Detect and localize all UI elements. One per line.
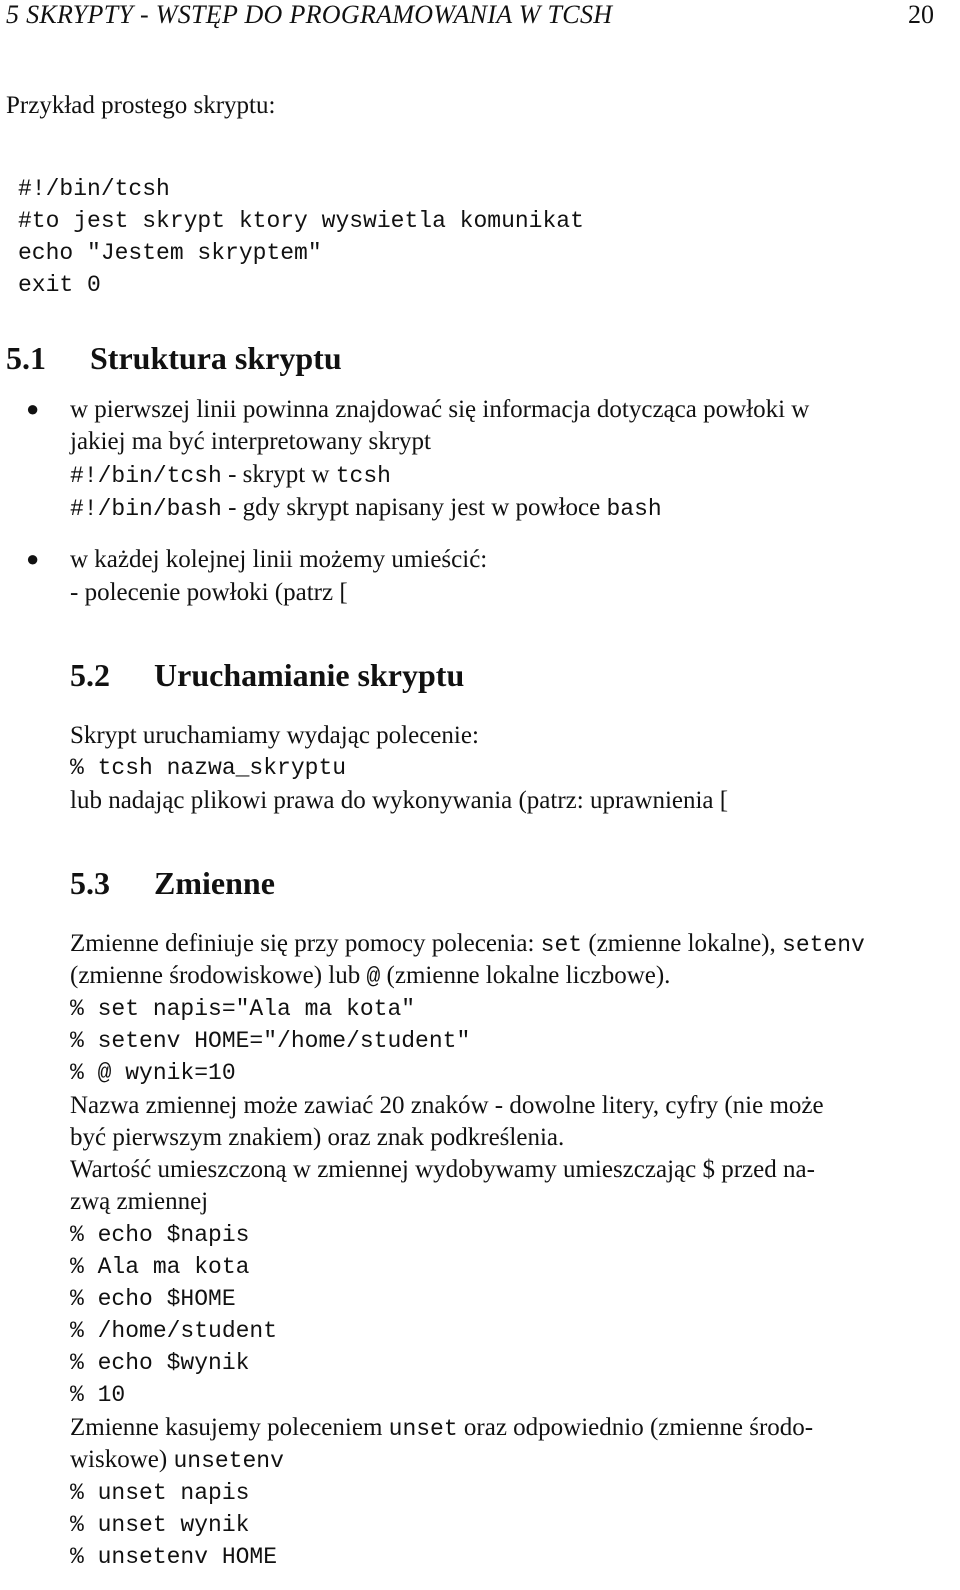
text-run: (zmienne środowiskowe) lub (70, 962, 367, 989)
command-line: % Ala ma kota (70, 1254, 250, 1280)
code-inline: tcsh (335, 463, 391, 489)
intro-code-line: exit 0 (18, 272, 101, 298)
bullet-icon: ● (26, 546, 40, 571)
command-line: % /home/student (70, 1318, 278, 1344)
bullet-text: - polecenie powłoki (patrz [ (70, 579, 348, 606)
paragraph (70, 1446, 284, 1474)
paragraph: Wartość umieszczoną w zmiennej wydobywamy umieszczając $ przed na- (70, 1156, 815, 1183)
code-inline: unsetenv (173, 1448, 284, 1474)
section-title: Struktura skryptu (90, 340, 342, 376)
text-run: wiskowe) (70, 1446, 174, 1473)
paragraph: zwą zmiennej (70, 1188, 209, 1215)
running-head: 5 SKRYPTY - WSTĘP DO PROGRAMOWANIA W TCSH (6, 0, 613, 29)
section-number: 5.3 (70, 865, 110, 901)
code-inline: #!/bin/bash (70, 496, 222, 522)
paragraph: być pierwszym znakiem) oraz znak podkreślenia. (70, 1124, 565, 1151)
bullet-text: w pierwszej linii powinna znajdować się informacja dotycząca powłoki w (70, 396, 810, 423)
code-inline: bash (606, 496, 662, 522)
text-run: Zmienne definiuje się przy pomocy polecenia: (70, 930, 541, 957)
command-line: % echo $napis (70, 1222, 250, 1248)
paragraph: Nazwa zmiennej może zawiać 20 znaków - dowolne litery, cyfry (nie może (70, 1092, 824, 1119)
command-line: % tcsh nazwa_skryptu (70, 755, 347, 781)
paragraph (70, 1414, 813, 1442)
intro-text: Przykład prostego skryptu: (6, 92, 276, 119)
command-line: % unset wynik (70, 1512, 250, 1538)
text-run: (zmienne lokalne liczbowe). (380, 962, 671, 989)
code-inline: @ (366, 964, 381, 990)
text-run: - gdy skrypt napisany jest w powłoce (221, 494, 607, 521)
text-run: oraz odpowiednio (zmienne środo- (457, 1414, 814, 1441)
intro-code-line: echo "Jestem skryptem" (18, 240, 322, 266)
section-heading-5-3 (70, 865, 275, 902)
section-heading-5-2 (70, 657, 464, 694)
command-line: % echo $wynik (70, 1350, 250, 1376)
section-number: 5.2 (70, 657, 110, 693)
command-line: % set napis="Ala ma kota" (70, 996, 416, 1022)
command-line: % @ wynik=10 (70, 1060, 236, 1086)
paragraph: lub nadając plikowi prawa do wykonywania (patrz: uprawnienia [ (70, 787, 729, 814)
command-line: % echo $HOME (70, 1286, 236, 1312)
section-number: 5.1 (6, 340, 46, 376)
section-heading-5-1 (6, 340, 342, 377)
text-run: - skrypt w (221, 461, 336, 488)
paragraph (70, 962, 670, 990)
paragraph (70, 930, 865, 958)
code-inline: #!/bin/tcsh (70, 463, 222, 489)
bullet-text (70, 461, 391, 489)
intro-code-line: #to jest skrypt ktory wyswietla komunikat (18, 208, 584, 234)
bullet-text (70, 494, 662, 522)
code-inline: set (540, 932, 583, 958)
bullet-text: w każdej kolejnej linii możemy umieścić: (70, 546, 488, 573)
command-line: % unsetenv HOME (70, 1544, 278, 1570)
text-run: Zmienne kasujemy poleceniem (70, 1414, 389, 1441)
section-title: Zmienne (154, 865, 275, 901)
text-run: (zmienne lokalne), (582, 930, 783, 957)
code-inline: setenv (782, 932, 865, 958)
section-title: Uruchamianie skryptu (154, 657, 465, 693)
paragraph: Skrypt uruchamiamy wydając polecenie: (70, 722, 479, 749)
command-line: % setenv HOME="/home/student" (70, 1028, 471, 1054)
intro-code-line: #!/bin/tcsh (18, 176, 170, 202)
bullet-text: jakiej ma być interpretowany skrypt (70, 428, 431, 455)
command-line: % 10 (70, 1382, 126, 1408)
bullet-icon: ● (26, 396, 40, 421)
command-line: % unset napis (70, 1480, 250, 1506)
code-inline: unset (388, 1416, 458, 1442)
page-number: 20 (908, 0, 934, 29)
